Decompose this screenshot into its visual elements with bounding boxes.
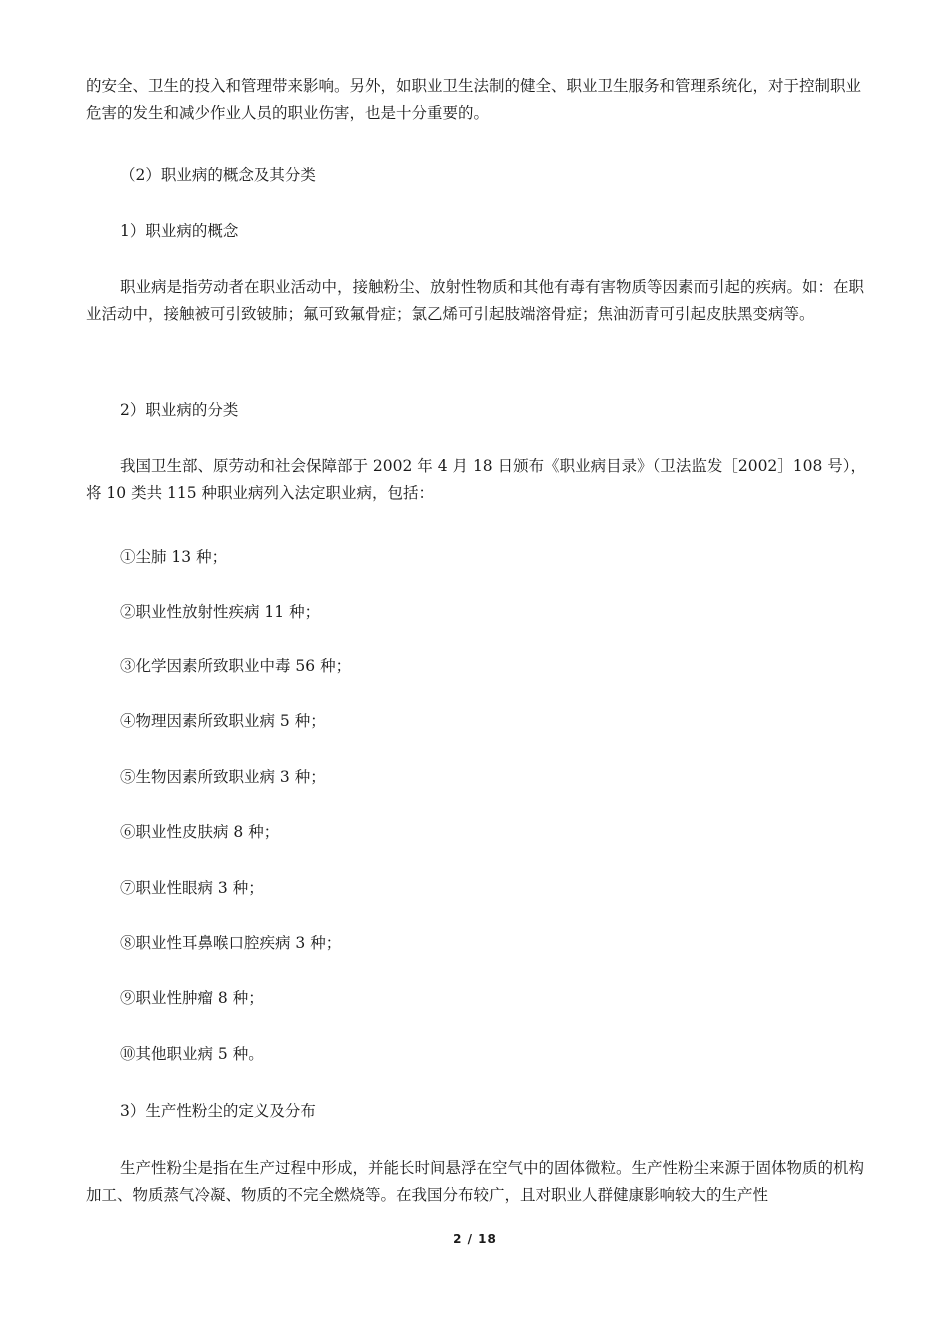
list-item: ②职业性放射性疾病 11 种；: [120, 603, 321, 621]
list-item: ④物理因素所致职业病 5 种；: [120, 712, 326, 730]
list-item: ⑧职业性耳鼻喉口腔疾病 3 种；: [120, 934, 342, 952]
list-item: ③化学因素所致职业中毒 56 种；: [120, 657, 352, 675]
subheading-concept: 1）职业病的概念: [120, 222, 239, 240]
subheading-classification: 2）职业病的分类: [120, 401, 239, 419]
list-item: ⑨职业性肿瘤 8 种；: [120, 989, 264, 1007]
list-item: ①尘肺 13 种；: [120, 548, 228, 566]
paragraph-dust: 生产性粉尘是指在生产过程中形成，并能长时间悬浮在空气中的固体微粒。生产性粉尘来源于固体物质的机构加工、物质蒸气冷凝、物质的不完全燃烧等。在我国分布较广，且对职业人群健康影响较大的生产性: [86, 1159, 865, 1204]
paragraph-concept: 职业病是指劳动者在职业活动中，接触粉尘、放射性物质和其他有毒有害物质等因素而引起的疾病。如：在职业活动中，接触被可引致铍肺；氟可致氟骨症；氯乙烯可引起肢端溶骨症；焦油沥青可引起皮肤黑变病等。: [86, 278, 865, 323]
page-number: 2 / 18: [453, 1232, 497, 1246]
section-heading: （2）职业病的概念及其分类: [120, 166, 316, 184]
list-item: ⑦职业性眼病 3 种；: [120, 879, 264, 897]
subheading-dust: 3）生产性粉尘的定义及分布: [120, 1102, 316, 1120]
list-item: ⑥职业性皮肤病 8 种；: [120, 823, 280, 841]
list-item: ⑤生物因素所致职业病 3 种；: [120, 768, 326, 786]
list-item: ⑩其他职业病 5 种。: [120, 1045, 264, 1063]
paragraph-classification: 我国卫生部、原劳动和社会保障部于 2002 年 4 月 18 日颁布《职业病目录》（卫法监发［2002］108 号），将 10 类共 115 种职业病列入法定职业病，包括：: [86, 457, 867, 502]
paragraph-intro: 的安全、卫生的投入和管理带来影响。另外，如职业卫生法制的健全、职业卫生服务和管理系统化，对于控制职业危害的发生和减少作业人员的职业伤害，也是十分重要的。: [86, 77, 862, 122]
